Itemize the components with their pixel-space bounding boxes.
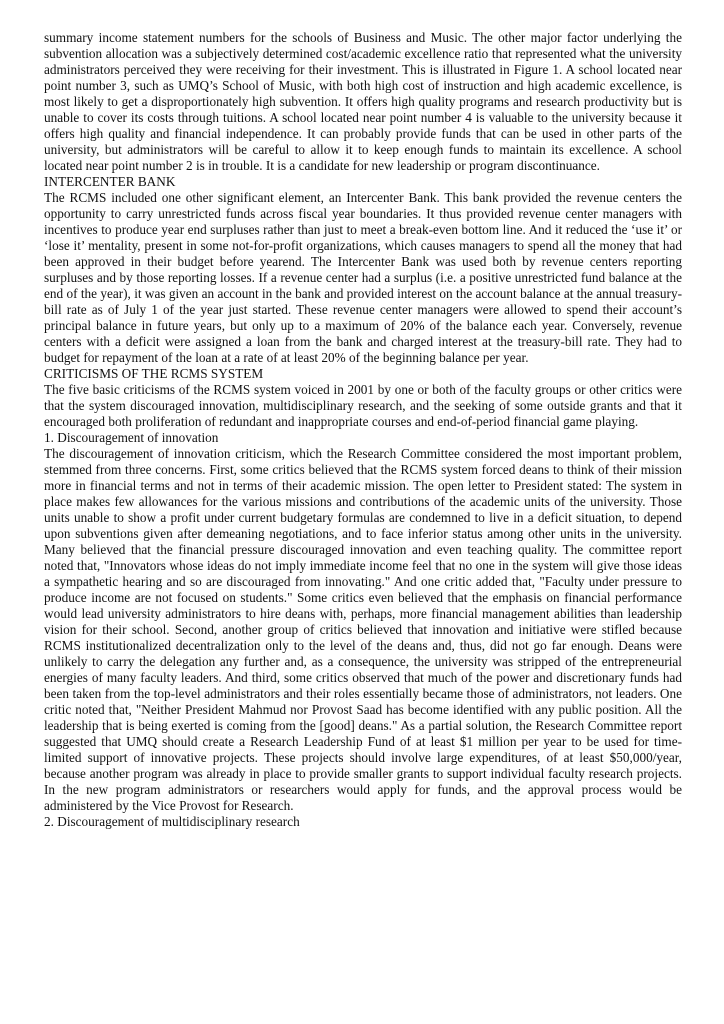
paragraph-criticisms: The five basic criticisms of the RCMS system voiced in 2001 by one or both of the faculty groups or other critics were that the system discouraged innovation, multidisciplinary research, and the seeking of some outside grants and that it encouraged both proliferation of redundant and inappropriate courses and end-of-period financial game playing.	[44, 382, 682, 429]
heading-intercenter-bank: INTERCENTER BANK	[44, 174, 176, 189]
paragraph-intercenter-bank: The RCMS included one other significant element, an Intercenter Bank. This bank provided the revenue centers the opportunity to carry unrestricted funds across fiscal year boundaries. It thus provided revenue center managers with incentives to produce year end surpluses rather than just to meet a break-even bottom line. And it reduced the ‘use it’ or ‘lose it’ mentality, present in some not-for-profit organizations, which causes managers to spend all the money that had been approved in their budget before yearend. The Intercenter Bank was used both by revenue centers reporting surpluses and by those reporting losses. If a revenue center had a surplus (i.e. a positive unrestricted fund balance at the end of the year), it was given an account in the bank and provided interest on the account balance at the annual treasury-bill rate as of July 1 of the year just started. These revenue center managers were allowed to spend their account’s principal balance in future years, but only up to a maximum of 20% of the balance each year. Conversely, revenue centers with a deficit were assigned a loan from the bank and charged interest at the treasury-bill rate. They had to budget for repayment of the loan at a rate of at least 20% of the beginning balance per year.	[44, 190, 682, 365]
heading-discouragement-innovation: 1. Discouragement of innovation	[44, 430, 219, 445]
paragraph-discouragement-innovation: The discouragement of innovation criticism, which the Research Committee considered the most important problem, stemmed from three concerns. First, some critics believed that the RCMS system forced deans to think of their mission more in financial terms and not in terms of their academic mission. The open letter to President stated: The system in place makes few allowances for the various missions and contributions of the academic units of the university. Those units unable to show a profit under current budgetary formulas are condemned to live in a deficit situation, to depend upon subventions given after demeaning negotiations, and to face inferior status among other units in the university. Many believed that the financial pressure discouraged innovation and even teaching quality. The committee report noted that, "Innovators whose ideas do not imply immediate income feel that no one in the system will give those ideas a sympathetic hearing and so are discouraged from innovating." And one critic added that, "Faculty under pressure to produce income are not focused on students." Some critics even believed that the emphasis on financial performance would lead university administrators to hire deans with, perhaps, more financial management abilities than leadership vision for their school. Second, another group of critics believed that innovation and initiative were stifled because RCMS institutionalized decentralization only to the level of the deans and, thus, did not go far enough. Deans were unlikely to carry the delegation any further and, as a consequence, the university was stripped of the entrepreneurial energies of many faculty leaders. And third, some critics observed that much of the power and discretionary funds had been taken from the top-level administrators and their roles essentially became those of administrators, not leaders. One critic noted that, "Neither President Mahmud nor Provost Saad has become identified with any public position. All the leadership that is being exerted is coming from the [good] deans." As a partial solution, the Research Committee report suggested that UMQ should create a Research Leadership Fund of at least $1 million per year to be used for time-limited support of innovative projects. These projects should involve large expenditures, of at least $50,000/year, because another program was already in place to provide smaller grants to support individual faculty research projects. In the new program administrators or researchers would apply for funds, and the approval process would be administered by the Vice Provost for Research.	[44, 446, 682, 813]
heading-criticisms: CRITICISMS OF THE RCMS SYSTEM	[44, 366, 264, 381]
heading-discouragement-multidisciplinary: 2. Discouragement of multidisciplinary research	[44, 814, 300, 829]
paragraph-intro: summary income statement numbers for the schools of Business and Music. The other major factor underlying the subvention allocation was a subjectively determined cost/academic excellence ratio that represented what the university administrators perceived they were receiving for their investment. This is illustrated in Figure 1. A school located near point number 3, such as UMQ’s School of Music, with both high cost of instruction and high academic excellence, is most likely to get a disproportionately high subvention. It offers high quality programs and research productivity but is unable to cover its costs through tuitions. A school located near point number 4 is valuable to the university because it offers high quality and financial independence. It can probably provide funds that can be used in other parts of the university, but administrators will be careful to allow it to keep enough funds to maintain its excellence. A school located near point number 2 is in trouble. It is a candidate for new leadership or program discontinuance.	[44, 30, 682, 173]
